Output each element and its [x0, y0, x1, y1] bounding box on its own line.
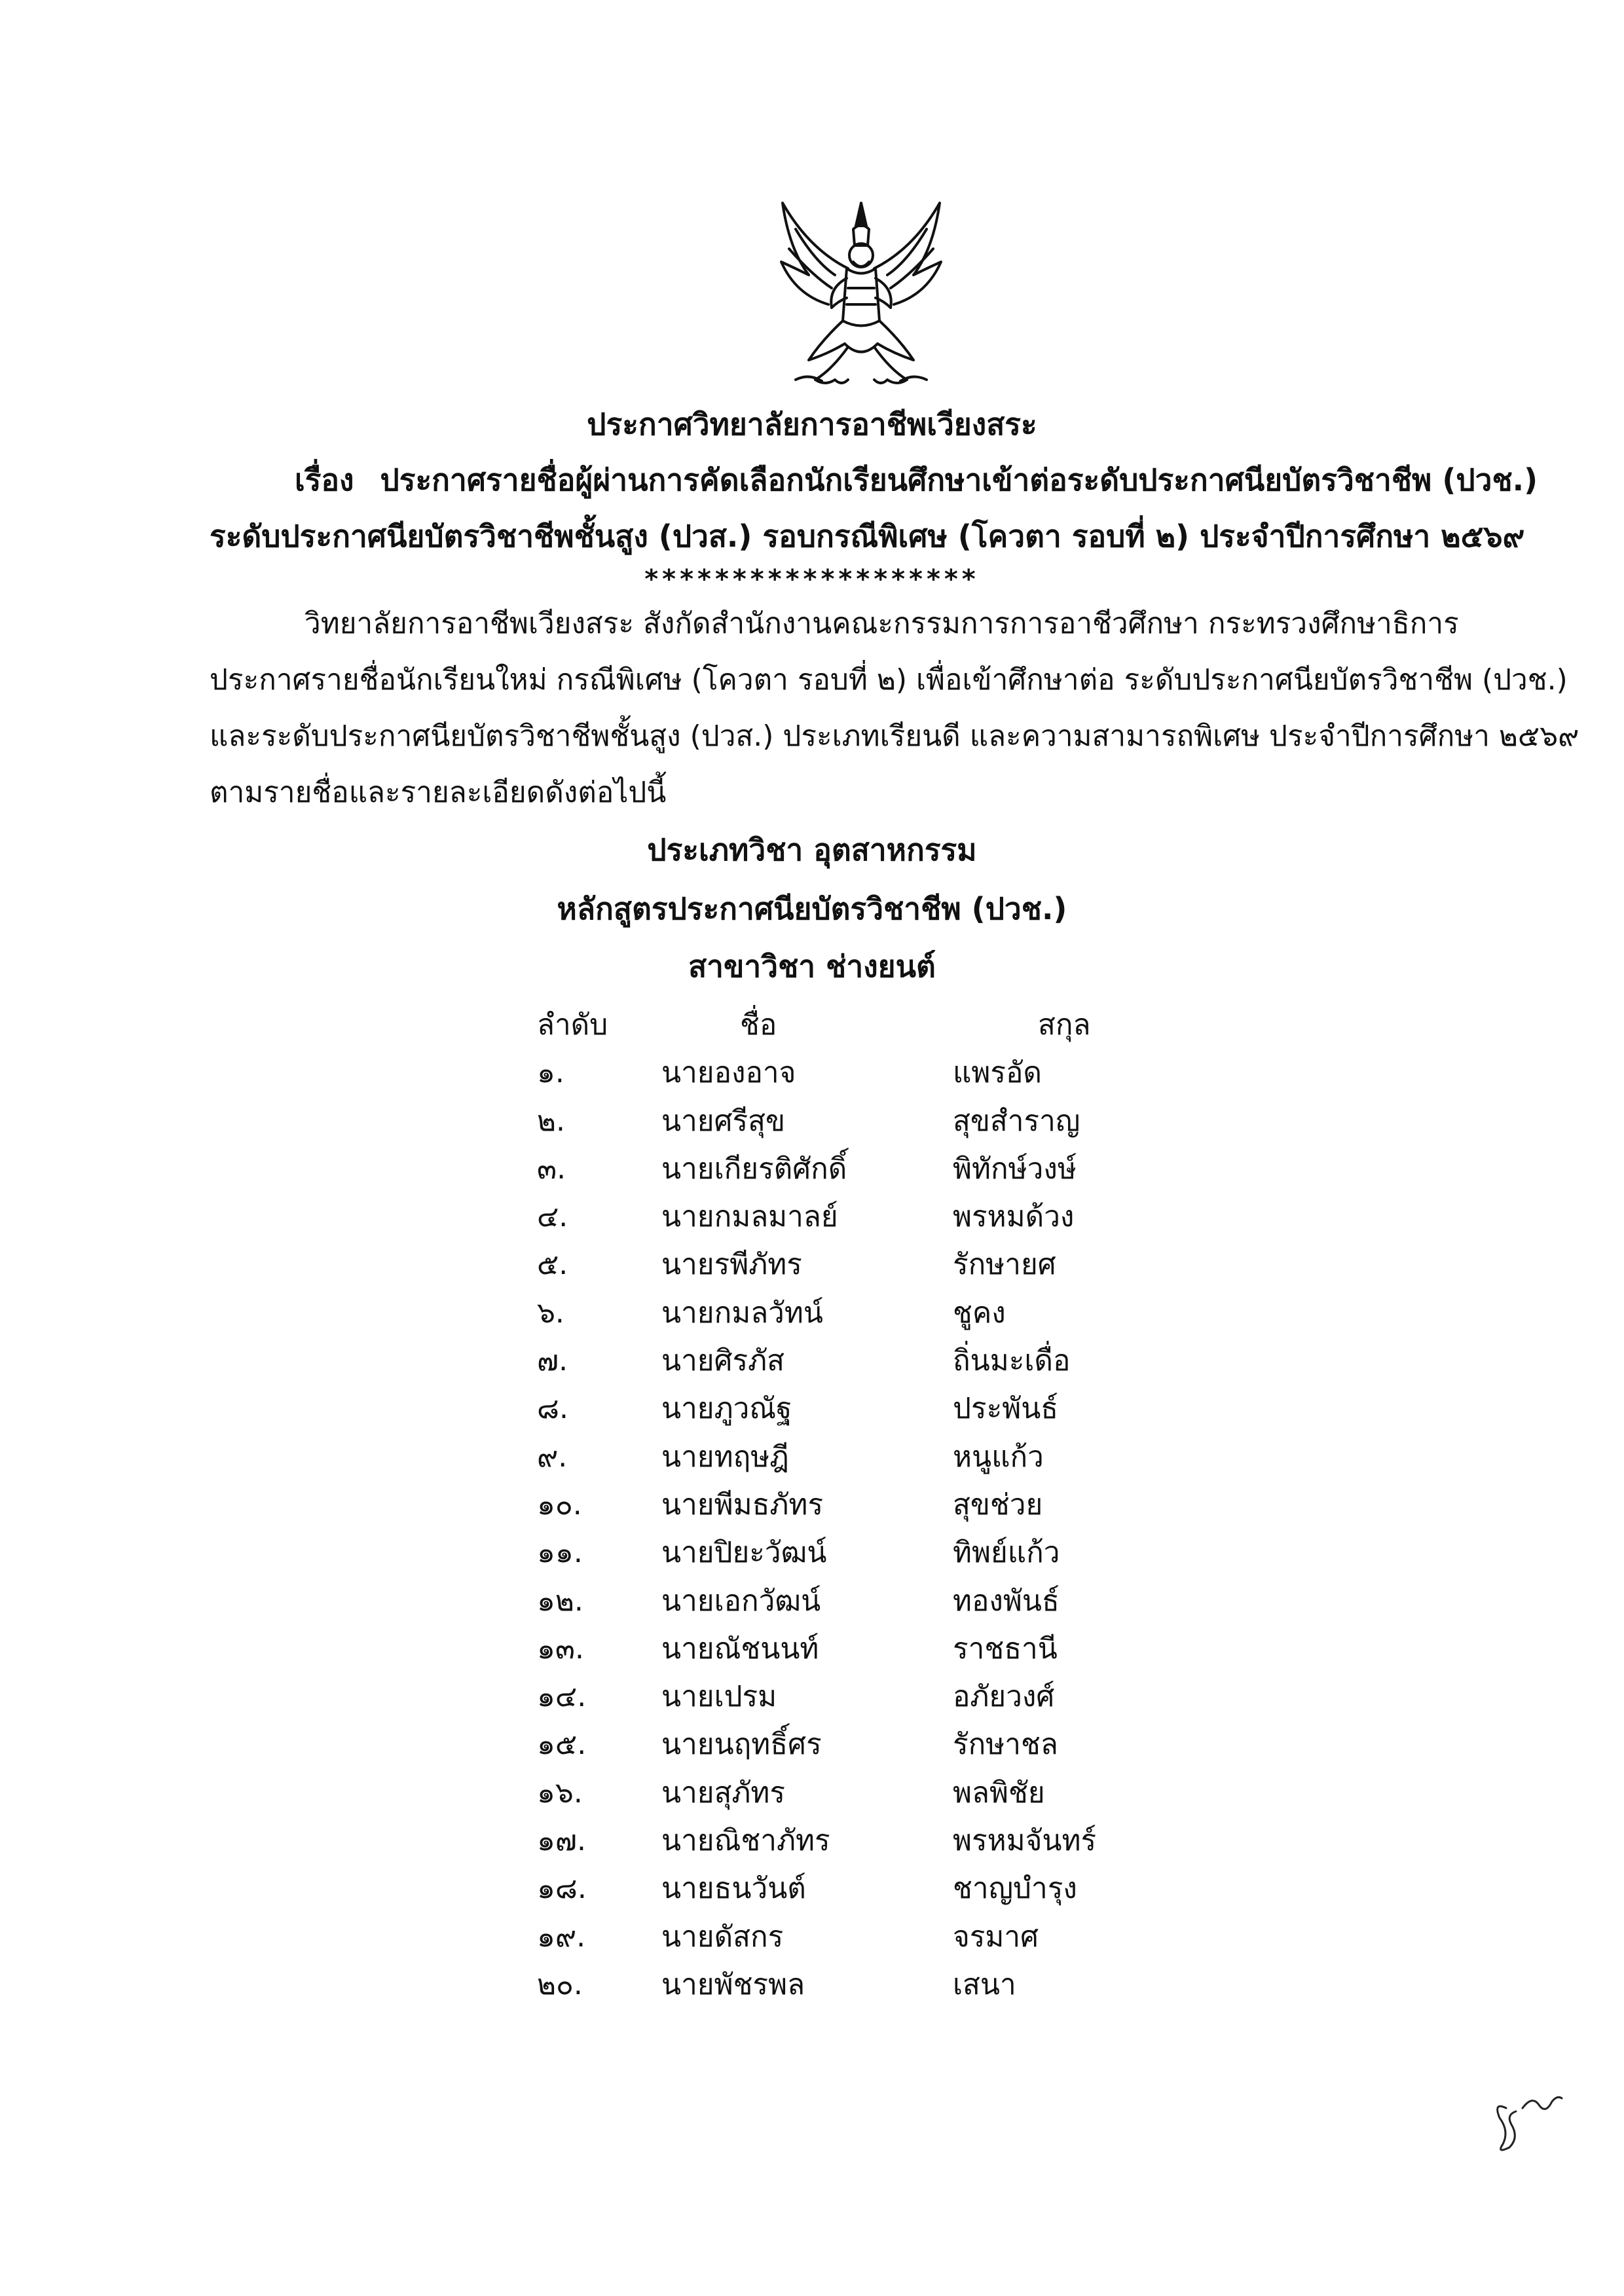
row-no: ๑๒. [537, 1584, 583, 1618]
table-header-row [517, 1002, 1205, 1049]
handwritten-initials-icon [1486, 2082, 1565, 2160]
row-no: ๓. [537, 1152, 566, 1186]
row-no: ๙. [537, 1440, 568, 1474]
student-list-table [517, 1002, 1205, 2009]
row-surname: ชาญบำรุง [953, 1872, 1077, 1906]
row-name: นายปิยะวัฒน์ [661, 1536, 827, 1570]
row-name: นายดัสกร [661, 1920, 784, 1954]
subject-line-2: ระดับประกาศนียบัตรวิชาชีพชั้นสูง (ปวส.) รอบกรณีพิเศษ (โควตา รอบที่ ๒) ประจำปีการศึกษา ๒๕๖๙ [210, 519, 1525, 554]
row-name: นายภูวณัฐ [661, 1392, 792, 1426]
row-no: ๑๖. [537, 1776, 583, 1810]
garuda-emblem-icon [769, 190, 953, 399]
row-no: ๔. [537, 1200, 568, 1234]
body-line-3: และระดับประกาศนียบัตรวิชาชีพชั้นสูง (ปวส.) ประเภทเรียนดี และความสามารถพิเศษ ประจำปีการศึกษา ๒๕๖๙ [210, 720, 1579, 753]
table-row [517, 1914, 1205, 1961]
announcement-subject [210, 452, 1539, 564]
body-line-2: ประกาศรายชื่อนักเรียนใหม่ กรณีพิเศษ (โควตา รอบที่ ๒) เพื่อเข้าศึกษาต่อ ระดับประกาศนียบัตรวิชาชีพ (ปวช.) [210, 663, 1568, 697]
row-surname: ประพันธ์ [953, 1392, 1059, 1426]
table-row [517, 1194, 1205, 1241]
row-surname: สุขสำราญ [953, 1104, 1080, 1138]
row-name: นายศรีสุข [661, 1104, 786, 1138]
table-row [517, 1098, 1205, 1146]
row-no: ๑๑. [537, 1536, 583, 1570]
row-name: นายทฤษฎี [661, 1440, 789, 1474]
header-name: ชื่อ [740, 1008, 777, 1042]
announcement-title: ประกาศวิทยาลัยการอาชีพเวียงสระ [587, 407, 1037, 442]
row-no: ๑๐. [537, 1487, 582, 1522]
table-row [517, 1626, 1205, 1673]
row-no: ๖. [537, 1296, 564, 1330]
row-surname: แพรอัด [953, 1056, 1042, 1090]
row-surname: พรหมจันทร์ [953, 1824, 1097, 1858]
table-row [517, 1770, 1205, 1817]
row-surname: พรหมด้วง [953, 1200, 1075, 1234]
row-no: ๑๕. [537, 1728, 587, 1762]
row-surname: ราชธานี [953, 1631, 1058, 1666]
row-surname: รักษาชล [953, 1728, 1058, 1762]
table-row [517, 1049, 1205, 1097]
table-row [517, 1865, 1205, 1913]
body-line-1: วิทยาลัยการอาชีพเวียงสระ สังกัดสำนักงานคณะกรรมการการอาชีวศึกษา กระทรวงศึกษาธิการ [304, 607, 1459, 640]
row-name: นายเปรม [661, 1680, 777, 1714]
row-no: ๑๔. [537, 1680, 587, 1714]
row-name: นายพัชรพล [661, 1967, 805, 2001]
row-surname: จรมาศ [953, 1920, 1039, 1954]
table-row [517, 1241, 1205, 1289]
row-no: ๑. [537, 1056, 564, 1090]
body-line-4: ตามรายชื่อและรายละเอียดดังต่อไปนี้ [210, 776, 667, 809]
table-body [517, 1049, 1205, 2009]
row-no: ๒. [537, 1104, 565, 1138]
table-row [517, 1578, 1205, 1626]
row-surname: พลพิชัย [953, 1776, 1045, 1810]
section-type: ประเภทวิชา อุตสาหกรรม [647, 832, 977, 867]
row-surname: ถิ่นมะเดื่อ [953, 1344, 1071, 1378]
subject-label: เรื่อง [295, 462, 354, 498]
section-program: หลักสูตรประกาศนียบัตรวิชาชีพ (ปวช.) [557, 891, 1067, 926]
header-no: ลำดับ [537, 1008, 608, 1042]
row-surname: เสนา [953, 1967, 1016, 2001]
row-no: ๗. [537, 1344, 568, 1378]
row-name: นายกมลมาลย์ [661, 1200, 838, 1234]
row-no: ๑๙. [537, 1920, 586, 1954]
row-name: นายธนวันต์ [661, 1872, 806, 1906]
row-name: นายเอกวัฒน์ [661, 1584, 821, 1618]
row-surname: ทิพย์แก้ว [953, 1536, 1060, 1570]
table-row [517, 1338, 1205, 1385]
row-no: ๑๓. [537, 1631, 584, 1666]
row-surname: อภัยวงศ์ [953, 1680, 1055, 1714]
row-no: ๑๘. [537, 1872, 587, 1906]
announcement-body [210, 596, 1579, 821]
row-no: ๒๐. [537, 1967, 583, 2001]
row-name: นายณิชาภัทร [661, 1824, 830, 1858]
row-surname: รักษายศ [953, 1248, 1056, 1282]
row-surname: สุขช่วย [953, 1487, 1043, 1522]
row-name: นายพีมธภัทร [661, 1487, 824, 1522]
table-row [517, 1434, 1205, 1482]
row-name: นายรพีภัทร [661, 1248, 802, 1282]
row-no: ๘. [537, 1392, 568, 1426]
table-row [517, 1961, 1205, 2009]
row-surname: หนูแก้ว [953, 1440, 1044, 1474]
table-row [517, 1721, 1205, 1769]
section-major: สาขาวิชา ช่างยนต์ [688, 949, 936, 984]
row-name: นายเกียรติศักดิ์ [661, 1152, 847, 1186]
row-name: นายศิรภัส [661, 1344, 784, 1378]
table-row [517, 1146, 1205, 1194]
table-row [517, 1482, 1205, 1529]
table-row [517, 1673, 1205, 1721]
header-surname: สกุล [1038, 1008, 1091, 1042]
row-surname: พิทักษ์วงษ์ [953, 1152, 1077, 1186]
table-row [517, 1385, 1205, 1433]
row-surname: ชูคง [953, 1296, 1006, 1330]
row-no: ๕. [537, 1248, 568, 1282]
row-name: นายกมลวัทน์ [661, 1296, 823, 1330]
row-no: ๑๗. [537, 1824, 587, 1858]
row-name: นายองอาจ [661, 1056, 796, 1090]
subject-line-1: ประกาศรายชื่อผู้ผ่านการคัดเลือกนักเรียนศึกษาเข้าต่อระดับประกาศนียบัตรวิชาชีพ (ปวช.) [380, 462, 1538, 498]
table-row [517, 1290, 1205, 1338]
table-row [517, 1817, 1205, 1865]
row-name: นายณัชนนท์ [661, 1631, 819, 1666]
row-surname: ทองพันธ์ [953, 1584, 1060, 1618]
table-row [517, 1529, 1205, 1577]
row-name: นายสุภัทร [661, 1776, 786, 1810]
separator-stars: ******************* [644, 564, 980, 594]
row-name: นายนฤทธิ์ศร [661, 1728, 822, 1762]
